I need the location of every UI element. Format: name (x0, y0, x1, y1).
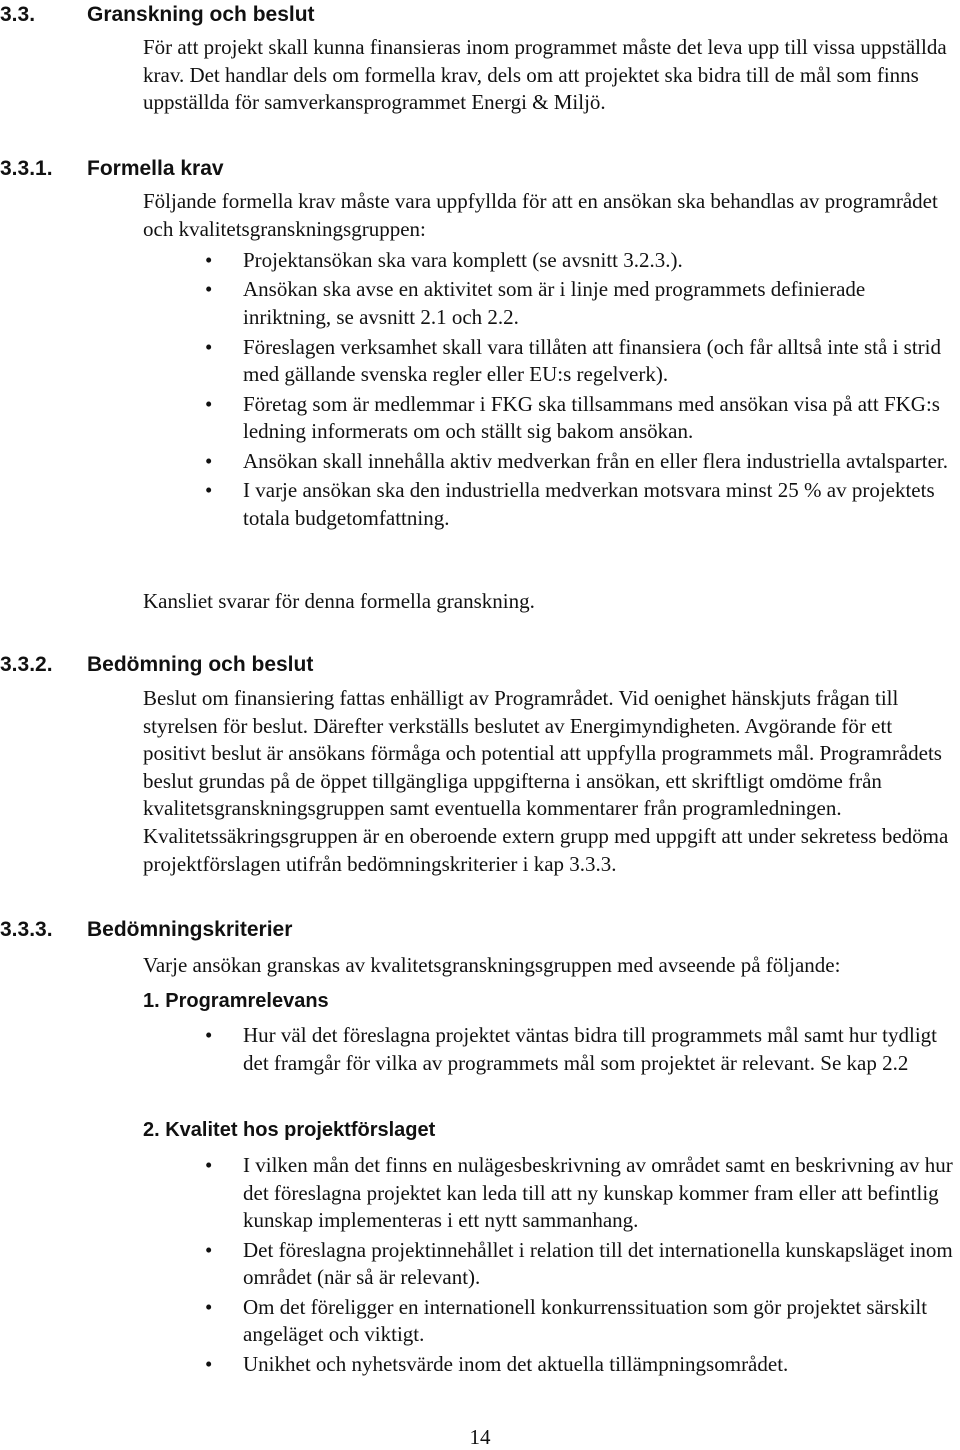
list-item: • Företag som är medlemmar i FKG ska tillsammans med ansökan visa på att FKG:s ledning informerats om och ställt sig bakom ansökan. (205, 391, 940, 444)
project-quality-list (205, 1152, 955, 1380)
section-heading-3-3-2 (0, 653, 313, 677)
section-heading-3-3 (0, 3, 315, 27)
section-title: Granskning och beslut (87, 3, 315, 26)
section-3-3-paragraph: För att projekt skall kunna finansieras inom programmet måste det leva upp till vissa uppställda krav. Det handlar dels om formella krav, dels om att projektet ska bidra till de mål som finns uppställda för samverkansprogrammet Energi & Miljö. (143, 35, 947, 115)
bullet-icon: • (205, 1023, 213, 1047)
list-item: • I varje ansökan ska den industriella medverkan motsvara minst 25 % av projektets totala budgetomfattning. (205, 478, 935, 530)
list-item: • Projektansökan ska vara komplett (se avsnitt 3.2.3.). (205, 247, 955, 275)
bullet-icon: • (205, 1237, 213, 1262)
bullet-icon: • (205, 248, 213, 272)
section-number: 3.3. (0, 3, 36, 26)
section-heading-3-3-3 (0, 918, 292, 942)
section-number: 3.3.2. (0, 653, 53, 676)
section-heading-3-3-1 (0, 157, 224, 181)
list-item: • I vilken mån det finns en nulägesbeskrivning av området samt en beskrivning av hur det föreslagna projektet kan leda till att ny kunskap kommer fram eller att befintlig kunskap implementeras i ett nytt sammanhang. (205, 1153, 953, 1233)
criterion-heading-project-quality: 2. Kvalitet hos projektförslaget (143, 1119, 436, 1141)
list-item: • Unikhet och nyhetsvärde inom det aktuella tillämpningsområdet. (205, 1351, 955, 1379)
formal-requirements-intro: Följande formella krav måste vara uppfyllda för att en ansökan ska behandlas av programrådet och kvalitetsgranskningsgruppen: (143, 189, 938, 241)
bullet-icon: • (205, 277, 213, 302)
section-title: Bedömning och beslut (87, 653, 314, 676)
section-number: 3.3.1. (0, 157, 53, 180)
list-item: • Hur väl det föreslagna projektet väntas bidra till programmets mål samt hur tydligt det framgår för vilka av programmets mål som projektet är relevant. Se kap 2.2 (205, 1023, 937, 1075)
list-item: • Föreslagen verksamhet skall vara tillåten att finansiera (och får alltså inte stå i strid med gällande svenska regler eller EU:s regelverk). (205, 334, 942, 387)
formal-requirements-closing: Kansliet svarar för denna formella granskning. (143, 589, 535, 613)
criteria-intro: Varje ansökan granskas av kvalitetsgranskningsgruppen med avseende på följande: (143, 953, 841, 977)
page-number: 14 (469, 1425, 491, 1449)
bullet-icon: • (205, 391, 213, 416)
list-item: • Om det föreligger en internationell konkurrenssituation som gör projektet särskilt angeläget och viktigt. (205, 1294, 928, 1347)
formal-requirements-list (205, 247, 955, 534)
decision-paragraph: Beslut om finansiering fattas enhälligt av Programrådet. Vid oenighet hänskjuts frågan till styrelsen för beslut. Därefter verkställs beslutet av Energimyndigheten. Avgörande för ett positivt beslut är ansökans förmåga och potential att uppfylla programmets mål. Programrådets beslut grundas på de öppet tillgängliga uppgifterna i ansökan, ett skriftligt omdöme från kvalitetsgranskningsgruppen samt eventuella kommentarer från programledningen. Kvalitetssäkringsgruppen är en oberoende extern grupp med uppgift att under sekretess bedöma projektförslagen utifrån bedömningskriterier i kap 3.3.3. (143, 686, 949, 876)
section-number: 3.3.3. (0, 918, 53, 941)
list-item: • Det föreslagna projektinnehållet i relation till det internationella kunskapsläget inom området (när så är relevant). (205, 1237, 953, 1290)
criterion-heading-program-relevance: 1. Programrelevans (143, 990, 329, 1012)
bullet-icon: • (205, 1351, 213, 1376)
section-title: Bedömningskriterier (87, 918, 293, 941)
bullet-icon: • (205, 1294, 213, 1319)
program-relevance-list (205, 1022, 955, 1079)
bullet-icon: • (205, 478, 213, 503)
list-item: • Ansökan skall innehålla aktiv medverkan från en eller flera industriella avtalsparter. (205, 448, 955, 476)
bullet-icon: • (205, 1153, 213, 1177)
bullet-icon: • (205, 334, 213, 359)
list-item: • Ansökan ska avse en aktivitet som är i linje med programmets definierade inriktning, se avsnitt 2.1 och 2.2. (205, 277, 866, 330)
section-title: Formella krav (87, 157, 224, 180)
bullet-icon: • (205, 448, 213, 473)
